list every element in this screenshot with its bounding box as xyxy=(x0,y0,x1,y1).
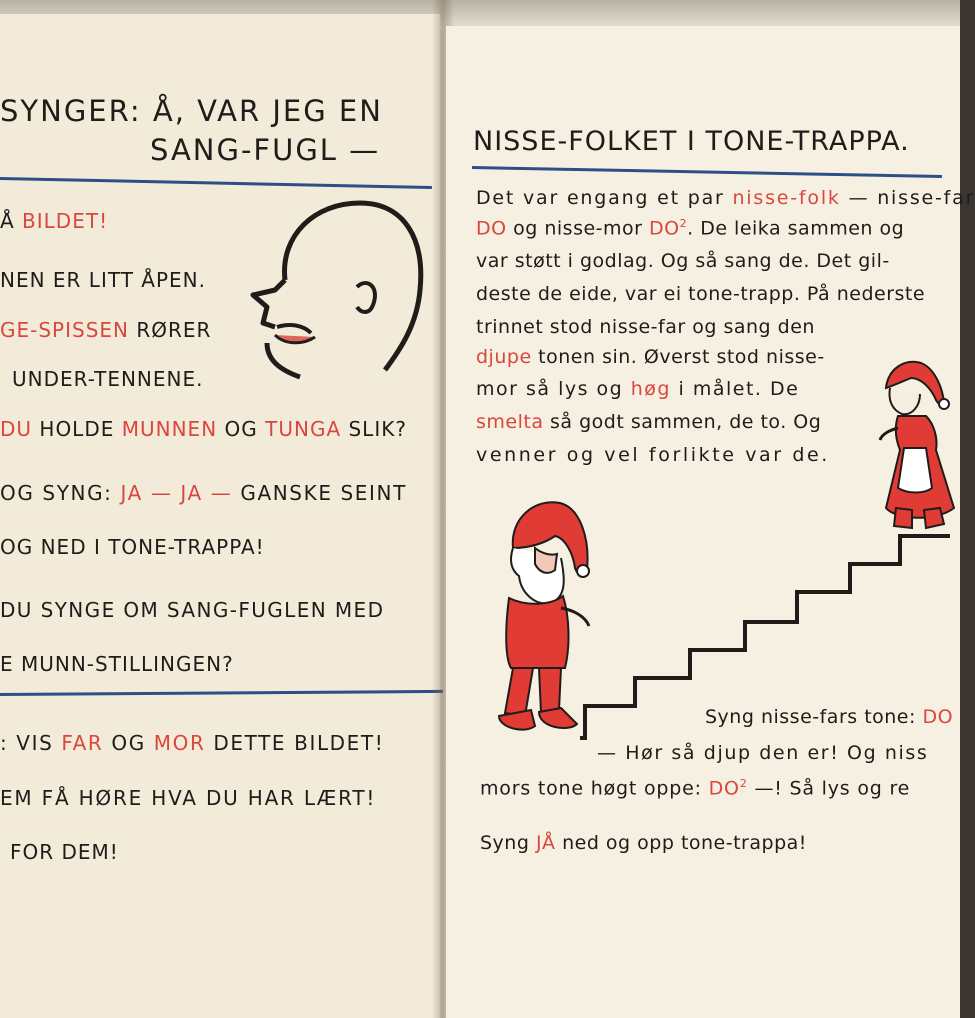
text-run: EM FÅ HØRE HVA DU HAR LÆRT! xyxy=(0,786,377,810)
text-run: NEN ER LITT ÅPEN. xyxy=(0,268,206,292)
text-run: FOR DEM! xyxy=(10,840,119,864)
story-line xyxy=(476,444,830,466)
left-line xyxy=(0,318,211,342)
text-run: — nisse-far xyxy=(840,187,975,209)
text-run: så godt sammen, de to. Og xyxy=(543,411,822,433)
highlighted-word: GE-SPISSEN xyxy=(0,318,129,342)
text-run: OG NED I TONE-TRAPPA! xyxy=(0,535,265,559)
text-run: i målet. De xyxy=(671,378,800,400)
text-run: : VIS xyxy=(0,731,62,755)
highlighted-word: DO xyxy=(708,777,740,800)
text-run: . De leika sammen og xyxy=(687,217,905,240)
highlighted-word: MUNNEN xyxy=(121,417,218,441)
text-run: Å xyxy=(0,209,23,233)
text-run: mors tone høgt oppe: xyxy=(480,777,709,800)
highlighted-word: DO xyxy=(649,217,680,240)
left-title-line1: SYNGER: Å, VAR JEG EN xyxy=(0,94,383,128)
story-line xyxy=(476,250,890,272)
right-title: NISSE-FOLKET I TONE-TRAPPA. xyxy=(473,126,910,157)
text-run: — Hør så djup den er! Og niss xyxy=(597,742,929,764)
text-run: Syng xyxy=(480,832,536,854)
text-run: RØRER xyxy=(129,318,212,342)
left-line xyxy=(0,481,407,505)
highlighted-word: JÅ xyxy=(535,832,556,854)
bottom-line xyxy=(597,742,928,764)
left-title-line2: SANG-FUGL — xyxy=(150,133,381,167)
story-line xyxy=(476,187,975,209)
left-line xyxy=(0,786,376,810)
highlighted-word: DO xyxy=(476,217,507,240)
story-line xyxy=(476,283,925,305)
left-line xyxy=(0,417,407,441)
left-line xyxy=(12,367,203,391)
text-run: OG xyxy=(217,417,266,441)
text-run: Det var engang et par xyxy=(476,187,733,209)
highlighted-word: TUNGA xyxy=(265,417,342,441)
left-line xyxy=(0,535,265,559)
text-run: var støtt i godlag. Og så sang de. Det gil- xyxy=(476,250,890,272)
text-run: trinnet stod nisse-far og sang den xyxy=(476,316,815,338)
text-run: DETTE BILDET! xyxy=(205,731,385,755)
text-run: OG xyxy=(103,731,154,755)
text-run: HOLDE xyxy=(32,417,122,441)
head-profile-icon xyxy=(245,195,430,385)
story-line xyxy=(476,217,904,239)
left-line xyxy=(0,731,384,755)
text-run: SLIK? xyxy=(341,417,407,441)
bottom-line xyxy=(480,832,807,854)
highlighted-word: djupe xyxy=(476,346,532,368)
highlighted-word: nisse-folk xyxy=(732,187,841,209)
left-line xyxy=(0,598,384,622)
text-run: Syng nisse-fars tone: xyxy=(705,706,923,728)
text-run: ned og opp tone-trappa! xyxy=(555,832,807,854)
text-run: mor så lys og xyxy=(476,378,631,400)
highlighted-word: DU xyxy=(0,417,33,441)
superscript: 2 xyxy=(679,217,688,230)
highlighted-word: MOR xyxy=(153,731,206,755)
highlighted-word: JA — JA — xyxy=(120,481,233,505)
highlighted-word: DO xyxy=(922,706,954,728)
nisse-far-icon xyxy=(495,498,595,743)
text-run: GANSKE SEINT xyxy=(232,481,407,505)
bottom-line xyxy=(705,706,953,728)
text-run: deste de eide, var ei tone-trapp. På nederste xyxy=(476,283,926,305)
left-line xyxy=(0,652,234,676)
left-line xyxy=(10,840,119,864)
left-line xyxy=(0,209,108,233)
text-run: OG SYNG: xyxy=(0,481,121,505)
text-run: UNDER-TENNENE. xyxy=(12,367,204,391)
superscript: 2 xyxy=(739,777,748,790)
text-run: DU SYNGE OM SANG-FUGLEN MED xyxy=(0,598,385,622)
text-run: venner og vel forlikte var de. xyxy=(476,444,830,466)
nisse-mor-icon xyxy=(876,358,960,538)
highlighted-word: BILDET! xyxy=(22,209,109,233)
highlighted-word: høg xyxy=(630,378,671,400)
bottom-line xyxy=(480,777,910,799)
story-line xyxy=(476,346,825,368)
highlighted-word: smelta xyxy=(476,411,544,433)
story-line xyxy=(476,378,799,400)
left-line xyxy=(0,268,206,292)
story-line xyxy=(476,316,815,338)
story-line xyxy=(476,411,821,433)
text-run: og nisse-mor xyxy=(506,217,650,240)
text-run: E MUNN-STILLINGEN? xyxy=(0,652,234,676)
text-run: tonen sin. Øverst stod nisse- xyxy=(531,346,825,368)
text-run: —! Så lys og re xyxy=(747,777,911,800)
highlighted-word: FAR xyxy=(61,731,104,755)
